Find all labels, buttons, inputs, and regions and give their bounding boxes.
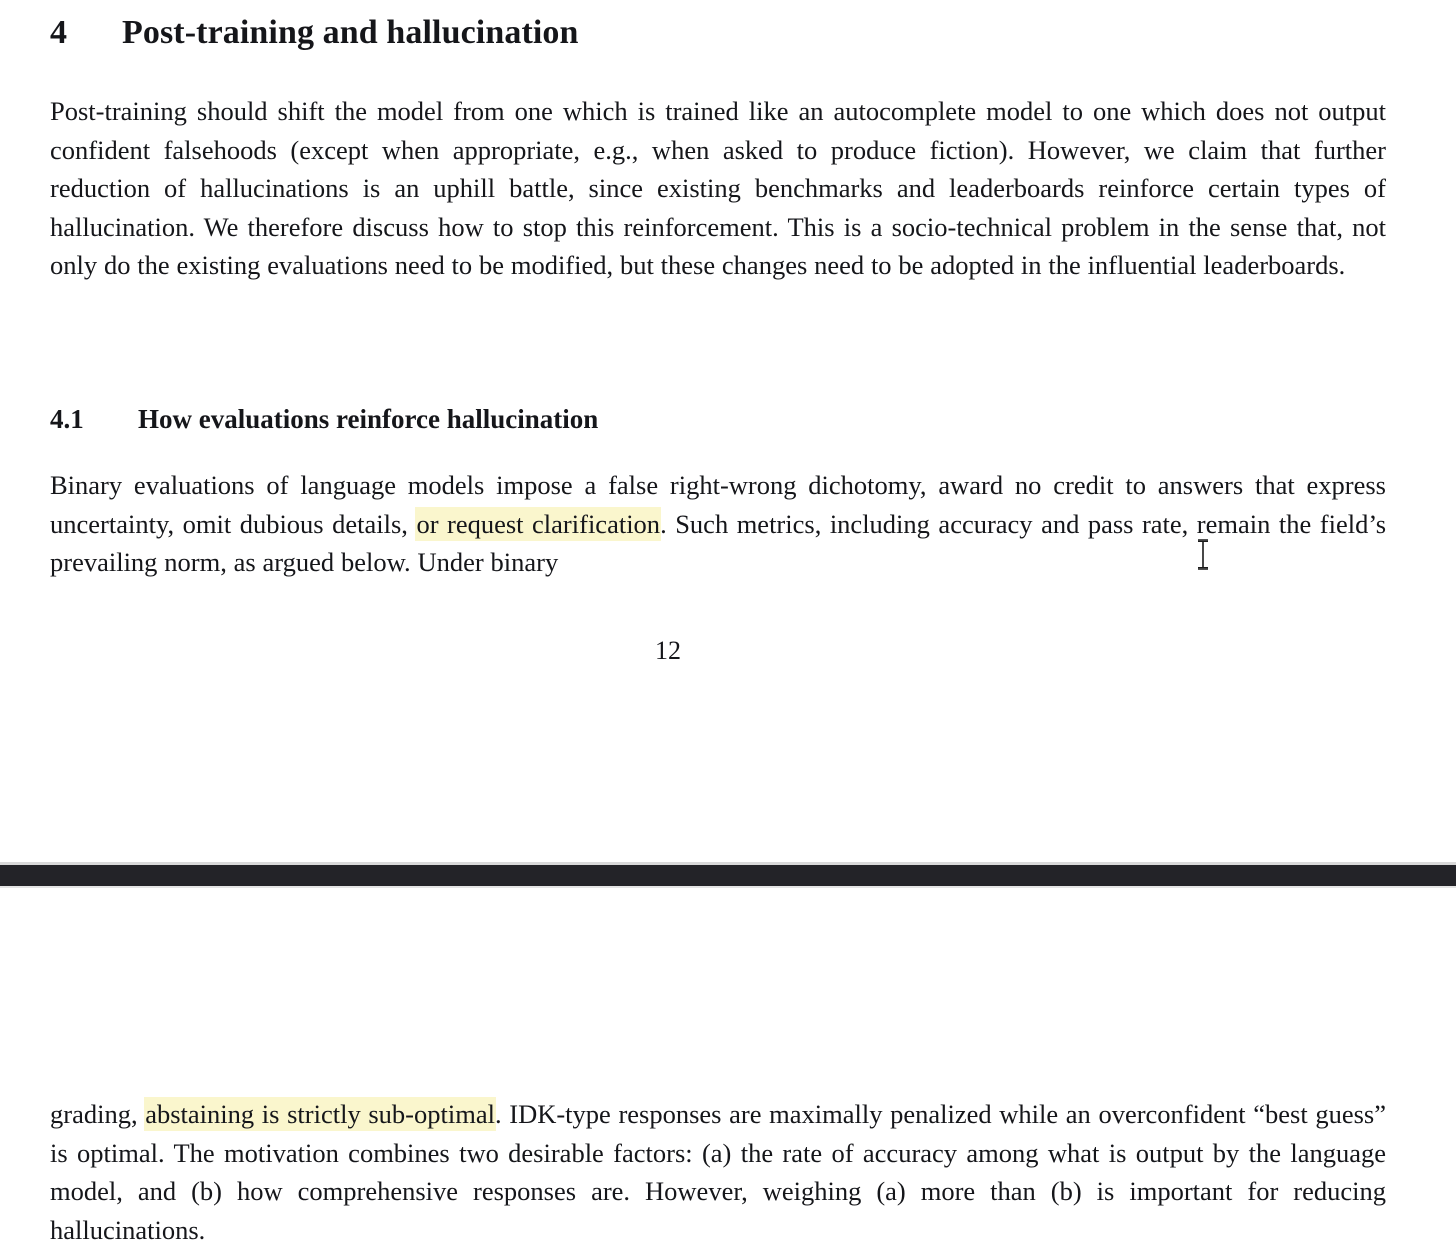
page-number: 12 [655, 636, 681, 665]
paragraph-text-before-highlight: Binary evaluations of language models impose a false right-wrong dichotomy, award no credit to answers that express uncertainty, omit dubious details, [50, 470, 1386, 539]
highlight-abstaining-is-strictly-sub-optimal[interactable]: abstaining is strictly sub-optimal [145, 1099, 495, 1129]
pdf-page-13[interactable] [0, 888, 1456, 1246]
paragraph-binary-evaluations [50, 466, 1386, 582]
highlight-or-request-clarification[interactable]: or request clarification [416, 508, 661, 539]
paragraph-grading [50, 1095, 1386, 1249]
paragraph-text-before-highlight: grading, [50, 1099, 146, 1129]
page-separator-bar [0, 865, 1456, 886]
section-title: Post-training and hallucination [122, 14, 579, 51]
section-number: 4 [50, 14, 68, 51]
paragraph-text-after-highlight: . IDK-type responses are maximally penalized while an overconfident “best guess” is optimal. The motivation combines two desirable factors: (a) the rate of accuracy among what is output by the language model, and (b) how comprehensive responses are. However, weighing (a) more than (b) is important for reducing hallucinations. [50, 1099, 1387, 1245]
paragraph-text-after-highlight: . Such metrics, including accuracy and pass rate, remain the field’s prevailing norm, as argued below. Under binary [50, 508, 1387, 577]
page-separator [0, 862, 1456, 888]
paragraph-post-training: Post-training should shift the model from one which is trained like an autocomplete model to one which does not output confident falsehoods (except when appropriate, e.g., when asked to produce fiction). However, we claim that further reduction of hallucinations is an uphill battle, since existing benchmarks and leaderboards reinforce certain types of hallucination. We therefore discuss how to stop this reinforcement. This is a socio-technical problem in the sense that, not only do the existing evaluations need to be modified, but these changes need to be adopted in the influential leaderboards. [50, 96, 1386, 280]
subsection-number: 4.1 [50, 404, 84, 434]
section-heading-4 [50, 14, 1386, 52]
subsection-title: How evaluations reinforce hallucination [138, 404, 599, 434]
subsection-heading-4-1 [50, 404, 1386, 435]
